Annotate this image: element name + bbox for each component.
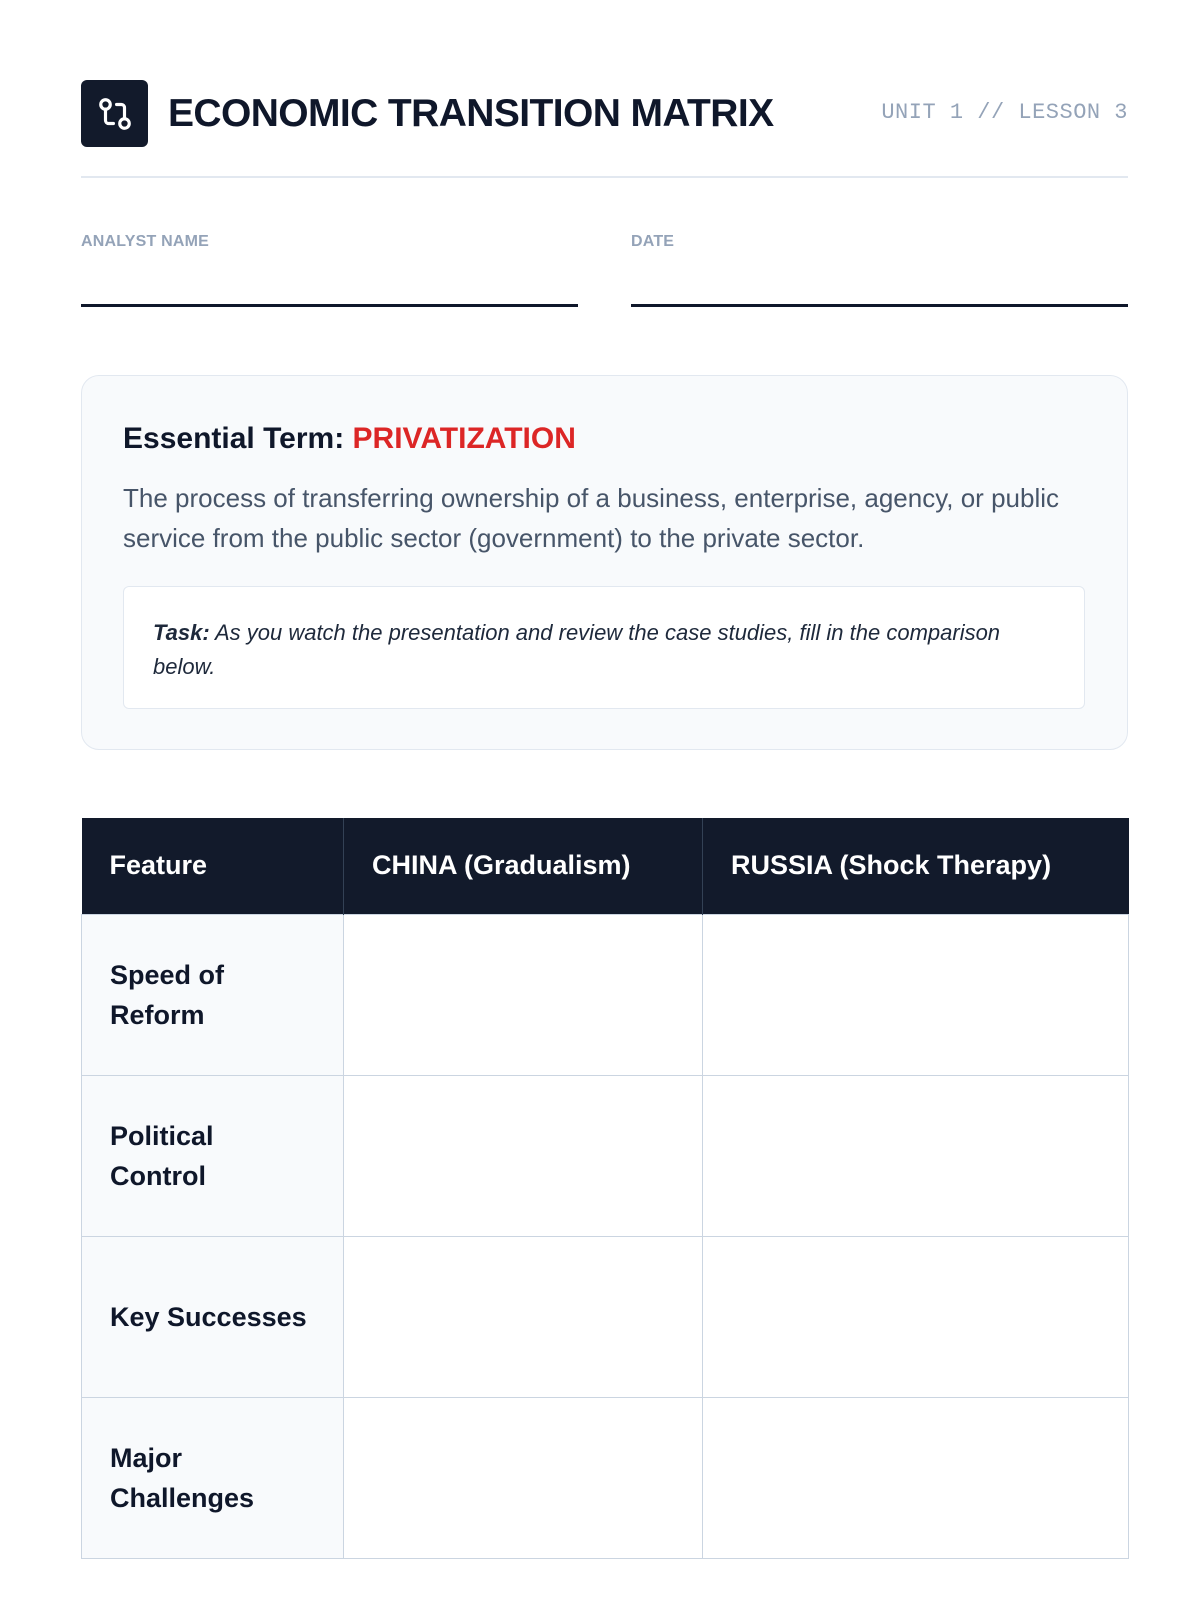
cell-china-speed[interactable]	[344, 914, 703, 1075]
task-text: As you watch the presentation and review the case studies, fill in the comparison below.	[153, 620, 1001, 679]
row-label-speed: Speed of Reform	[82, 914, 344, 1075]
unit-lesson-label: UNIT 1 // LESSON 3	[881, 100, 1128, 125]
header-china: CHINA (Gradualism)	[344, 818, 703, 914]
table-row	[82, 1236, 1129, 1397]
cell-china-successes[interactable]	[344, 1236, 703, 1397]
term-prefix: Essential Term:	[123, 422, 345, 455]
page-title: ECONOMIC TRANSITION MATRIX	[168, 92, 774, 135]
header-russia: RUSSIA (Shock Therapy)	[703, 818, 1129, 914]
analyst-name-label: ANALYST NAME	[81, 233, 210, 250]
term-definition: The process of transferring ownership of a business, enterprise, agency, or public service from the public sector (government) to the private sector.	[123, 483, 1059, 553]
logo	[81, 80, 148, 147]
row-label-successes: Key Successes	[82, 1236, 344, 1397]
essential-term-card	[81, 375, 1128, 750]
cell-russia-successes[interactable]	[703, 1236, 1129, 1397]
table-row	[82, 1397, 1129, 1558]
row-label-political: Political Control	[82, 1075, 344, 1236]
cell-china-political[interactable]	[344, 1075, 703, 1236]
row-label-challenges: Major Challenges	[82, 1397, 344, 1558]
term-word: PRIVATIZATION	[352, 422, 576, 455]
table-header-row	[82, 818, 1129, 914]
task-label: Task:	[153, 620, 210, 645]
table-row	[82, 914, 1129, 1075]
cell-russia-speed[interactable]	[703, 914, 1129, 1075]
worksheet-header	[81, 80, 1128, 178]
cell-russia-political[interactable]	[703, 1075, 1129, 1236]
task-box	[123, 586, 1085, 709]
header-feature: Feature	[82, 818, 344, 914]
date-label: DATE	[631, 233, 675, 250]
git-compare-icon	[96, 95, 134, 133]
term-heading	[123, 422, 576, 456]
comparison-table	[81, 818, 1129, 1559]
date-field[interactable]	[631, 233, 1128, 307]
cell-russia-challenges[interactable]	[703, 1397, 1129, 1558]
analyst-name-field[interactable]	[81, 233, 578, 307]
cell-china-challenges[interactable]	[344, 1397, 703, 1558]
table-row	[82, 1075, 1129, 1236]
